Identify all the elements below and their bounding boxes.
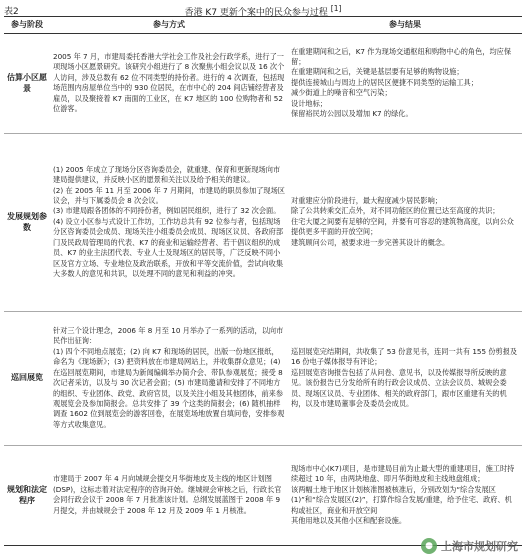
- result-cell: [288, 33, 522, 133]
- table-number: 表2: [4, 7, 19, 17]
- table-row: [4, 311, 522, 445]
- result-text: 对重建应分阶段进行，最大程度减少居民影响；: [291, 196, 442, 205]
- result-text: 提供连接城山与周边上的居民区便捷不同类型的运输工具；: [291, 77, 478, 87]
- method-text: 针对三个设计理念，2006 年 8 月至 10 月举办了一系列的活动，以向市民作出征询：: [53, 325, 284, 346]
- result-cell: [288, 133, 522, 311]
- method-cell: [50, 445, 288, 545]
- result-text: 其他用地以及其他小区和配套设施。: [291, 515, 407, 525]
- result-text: 巡回展览完结期间，共收集了 53 份意见书，连同一共有 155 份剪报及 16 份电子媒体报导有评论；: [291, 346, 518, 367]
- method-text: (1) 2005 年成立了现场分区咨询委员会，就重建、保育和更新现场向市建局提供建议，并反映小区的愿景和关注以及给予相关的建议。: [53, 164, 281, 185]
- watermark-text: 上海市规划研究: [441, 540, 518, 553]
- stage-cell: 规划和法定程序: [4, 445, 50, 545]
- result-cell: [288, 311, 522, 445]
- method-cell: [50, 33, 288, 133]
- header-result: 参与结果: [288, 17, 522, 34]
- stage-cell: 巡回展览: [4, 311, 50, 445]
- method-text: (2) 在 2005 年 11 月至 2006 年 7 月期间，市建局的职员参加了现场区议会，并与下属委员会 8 次会议。: [53, 185, 285, 205]
- table-header-row: [4, 17, 522, 34]
- stage-cell: 发展规划参数: [4, 133, 50, 311]
- result-cell: [288, 445, 522, 545]
- result-text: 住宅大厦之间要有足够的空间，并要有可容忍的建筑物高度，以向公众提供更多平面的开放空间；: [291, 216, 514, 237]
- wechat-icon: ●: [421, 538, 437, 554]
- method-text: (4) 设立小区参与式设计工作坊，工作坊总共有 92 位参与者，包括现场分区咨询委员会成员、现场关注小组委员会成员、现场区议员、各政府部门及民政局管理局的代表、K7 的商业和运输经营者、若干倡议组织的成员、K7 的业主法团代表、专业人士及现场区的居民等，广泛反映不同小区及官方立场、专业地位及政治联系，开放和平等交流价值，尝试向收集大多数人的意见和共识，以处理不同的意见和利益的冲突。: [53, 216, 284, 279]
- watermark: [421, 538, 518, 554]
- table-row: [4, 445, 522, 545]
- result-text: 减少街道上的噪音和空气污染；: [291, 88, 392, 98]
- result-text: 建筑顾问公司，被要求进一步完善其设计的概念。: [291, 237, 450, 247]
- result-text: 在重建期间和之后，K7 作为现场交通枢纽和购物中心的角色，均应保留；: [291, 46, 512, 66]
- result-text: 现场市中心(K7)项目，是市建局目前为止最大型的重建项目，施工时持续超过 10 年，由两块地盘、即月华街地皮和主线地盘组成；: [291, 463, 515, 484]
- stage-cell: 估算小区愿景: [4, 33, 50, 133]
- method-text: 市建局于 2007 年 4 月向城规会提交月华街地皮及主线的地区计划图(DSP)，这标志着对法定程序的咨询开始。继城规会审核之后，行政长官会同行政会议于 2008 年 7 月批准该计划。总纲发展蓝图于 2008 年 9 月提交，并由城规会于 2008 年 12 月及 2009 年 1 月核准。: [53, 474, 282, 515]
- result-text: 设计地标；: [291, 98, 327, 108]
- method-text: 2005 年 7 月，市建局委托香港大学社会工作及社会行政学系，进行了一项现场小区愿景研究。该研究小组进行了 8 次聚焦小组会议以及 16 次个人访问，涉及总数有 62 位不同类型的持份者。进行的 4 次调查，包括现场范围内房屋单位当中的 930 位居民，在市中心的 204 间店铺经营者及雇员，以及聚接着 K7 南面的工业区，在 K7 地区的 100 位购物者和 52 位游客。: [53, 51, 285, 113]
- result-text: 除了公共转乘交汇点外，对不同功能区的位置已达至高度的共识；: [291, 206, 500, 216]
- method-text: (1) 四个不同地点展览；(2) 向 K7 和现场的居民，出版一份地区报纸，命名为《现场新》；(3) 把资料放在市建局网站上，并收集群众意见；(4) 在巡回展览期间，市建局为新闻编辑举办简介会、带队参观展览；接受 8 次记者采访，以及与 30 次记者会面；(5) 市建局邀请和安排了不同地方的组织、专业团体、政党、政府官员，以及关注小组及其他团体，前来参观展览会及参加简报会。总共安排了 39 个这类的简报会；(6) 随机抽样调查 1602 位到展览会的游客回卷，在展览场地放置自填问卷，安排参观等方式收集意见。: [53, 346, 285, 429]
- caption-text: 香港 K7 更新个案中的民众参与过程: [184, 8, 328, 18]
- result-text: 巡回展览咨询报告包括了从问卷、意见书，以及传媒报导所反映的意见。该份报告已分发给所有的行政会议成员、立法会议员、城规会委员、现场区议员、专业团体、相关的政府部门，跟市区重建有关的机构，以及市建局董事会及委员会成员。: [291, 367, 507, 408]
- result-text: 保留裕民坊公园以及增加 K7 的绿化。: [291, 109, 413, 119]
- participation-table: [4, 16, 522, 546]
- method-cell: [50, 133, 288, 311]
- method-text: (3) 市建局跟各团体的不同持份者，例如居民组织，进行了 32 次会面。: [53, 206, 281, 216]
- header-method: 参与方式: [50, 17, 288, 34]
- header-stage: 参与阶段: [4, 17, 50, 34]
- method-cell: [50, 311, 288, 445]
- result-text: 该两幅土地于地区计划核准图被核准后，分别改划为“综合发展区(1)”和“综合发展区(2)”，打算作综合发展/重建，给予住宅、政府、机构或社区，商业和开放空间: [291, 484, 512, 515]
- table-row: [4, 133, 522, 311]
- caption-reference: [1]: [330, 4, 342, 13]
- table-row: [4, 33, 522, 133]
- result-text: 在重建期间和之后，关键是基层要有足够的购物设施；: [291, 67, 464, 77]
